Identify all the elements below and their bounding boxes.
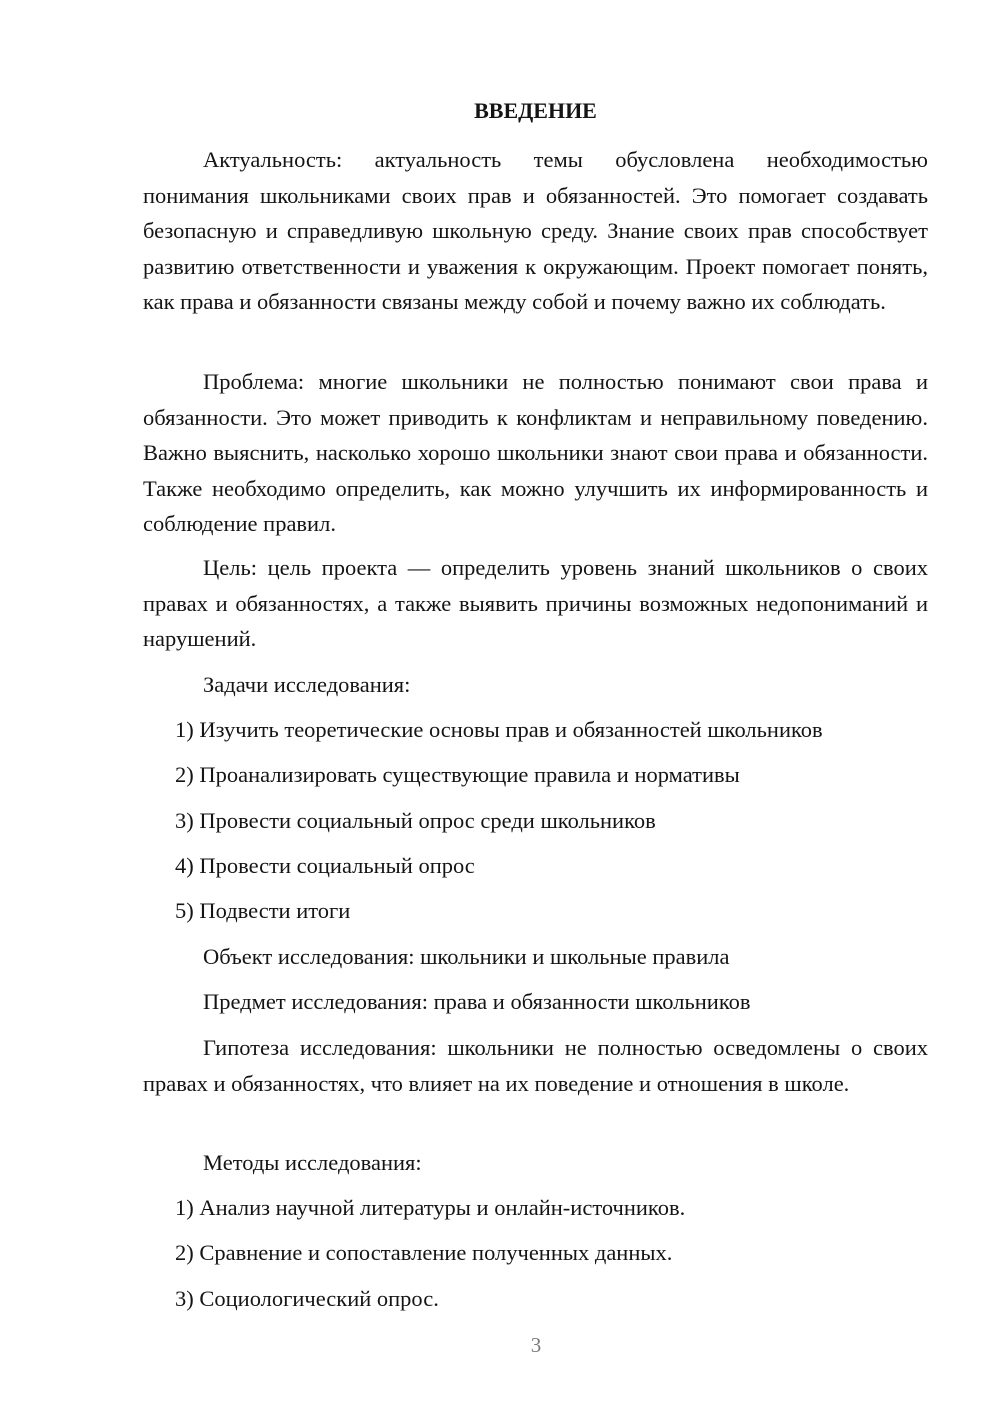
list-item: 4) Провести социальный опрос: [175, 853, 475, 878]
list-item: 1) Анализ научной литературы и онлайн-источников.: [175, 1195, 686, 1220]
list-item: 3) Провести социальный опрос среди школьников: [175, 808, 656, 833]
paragraph-relevance: Актуальность: актуальность темы обусловлена необходимостью понимания школьниками своих прав и обязанностей. Это помогает создавать безопасную и справедливую школьную среду. Знание своих прав способствует развитию ответственности и уважения к окружающим. Проект помогает понять, как права и обязанности связаны между собой и почему важно их соблюдать.: [143, 147, 928, 314]
methods-heading: Методы исследования:: [203, 1150, 422, 1175]
list-item: 2) Проанализировать существующие правила и нормативы: [175, 762, 740, 787]
research-object: Объект исследования: школьники и школьные правила: [203, 944, 730, 969]
paragraph-hypothesis: Гипотеза исследования: школьники не полностью осведомлены о своих правах и обязанностях, что влияет на их поведение и отношения в школе.: [143, 1035, 928, 1096]
tasks-heading: Задачи исследования:: [203, 672, 411, 697]
list-item: 3) Социологический опрос.: [175, 1286, 439, 1311]
paragraph-goal: Цель: цель проекта — определить уровень знаний школьников о своих правах и обязанностях, а также выявить причины возможных недопониманий и нарушений.: [143, 555, 928, 651]
list-item: 2) Сравнение и сопоставление полученных данных.: [175, 1240, 673, 1265]
page-title: ВВЕДЕНИЕ: [474, 98, 597, 123]
list-item: 5) Подвести итоги: [175, 898, 351, 923]
page-number: 3: [530, 1333, 542, 1357]
list-item: 1) Изучить теоретические основы прав и обязанностей школьников: [175, 717, 823, 742]
research-subject: Предмет исследования: права и обязанности школьников: [203, 989, 751, 1014]
paragraph-problem: Проблема: многие школьники не полностью понимают свои права и обязанности. Это может приводить к конфликтам и неправильному поведению. Важно выяснить, насколько хорошо школьники знают свои права и обязанности. Также необходимо определить, как можно улучшить их информированность и соблюдение правил.: [143, 369, 928, 536]
